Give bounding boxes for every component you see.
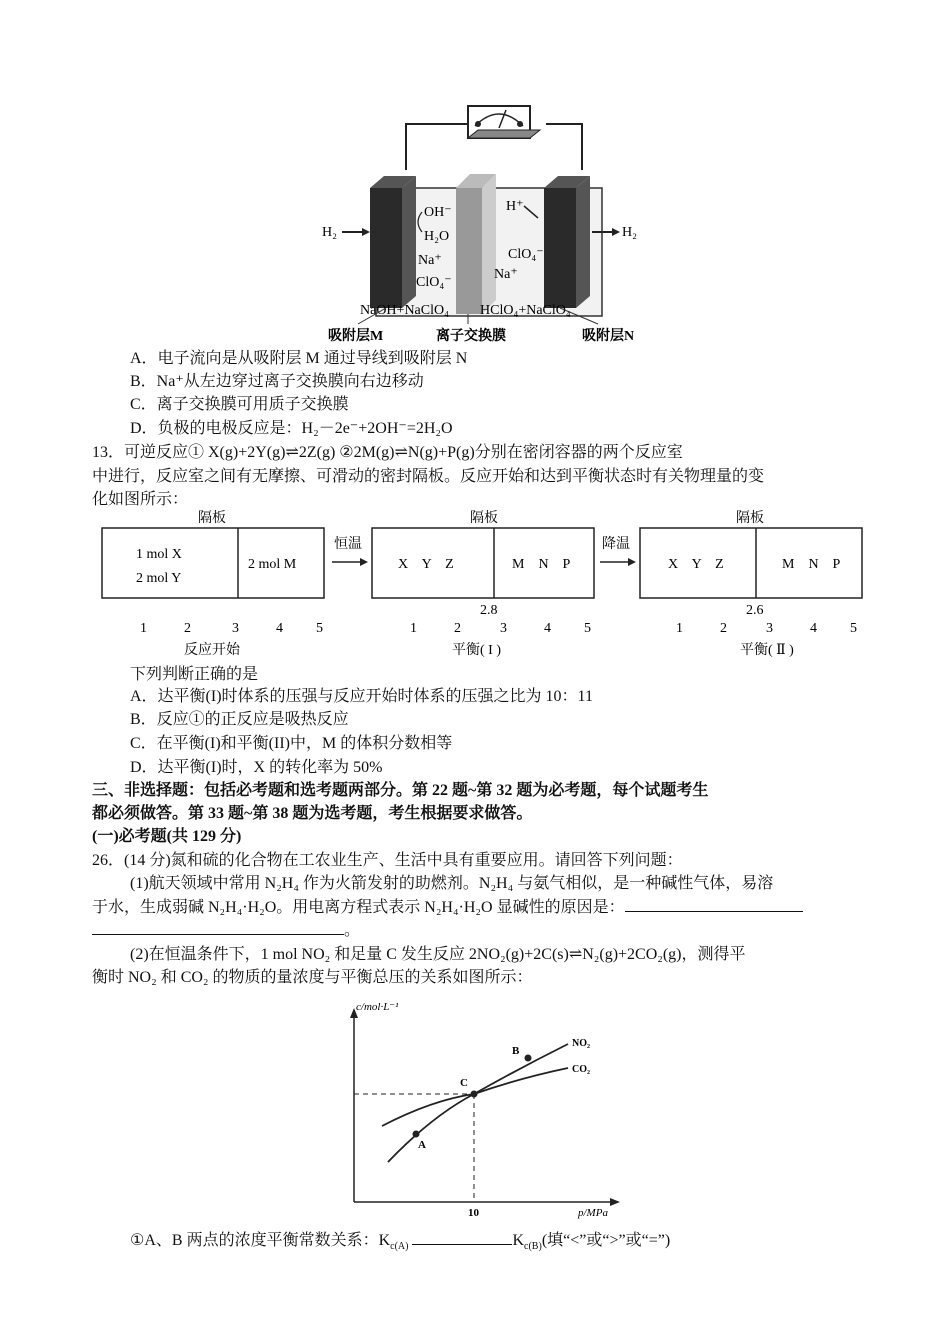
q26-sub1-suffix: (填“<”或“>”或“=”)	[541, 1232, 671, 1249]
q13-option-c: C．在平衡(I)和平衡(II)中，M 的体积分数相等	[130, 735, 453, 752]
section3-heading-line1: 三、非选择题：包括必考题和选考题两部分。第 22 题~第 32 题为必考题，每个试题考生	[92, 782, 709, 799]
q26-p1-line1: (1)航天领域中常用 N₂H₄ 作为火箭发射的助燃剂。N₂H₄ 与氨气相似，是一种碱性气体，易溶	[130, 875, 774, 892]
svg-text:2 mol M: 2 mol M	[248, 557, 297, 572]
q13-option-d: D．达平衡(I)时，X 的转化率为 50%	[130, 759, 383, 776]
svg-text:4: 4	[276, 621, 283, 636]
ion-exchange-membrane	[456, 174, 496, 314]
svg-text:隔板: 隔板	[198, 511, 226, 526]
svg-text:1 mol X: 1 mol X	[136, 547, 182, 562]
svg-text:NaOH+NaClO₄: NaOH+NaClO₄	[360, 303, 449, 318]
svg-text:M N P: M N P	[782, 557, 841, 572]
svg-text:2: 2	[454, 621, 461, 636]
svg-text:2 mol Y: 2 mol Y	[136, 571, 182, 586]
point-c-label: C	[460, 1077, 468, 1089]
q26-sub1	[130, 1230, 670, 1252]
svg-text:X Y Z: X Y Z	[398, 557, 454, 572]
svg-text:H₂O: H₂O	[424, 229, 450, 244]
svg-text:H₂: H₂	[622, 225, 637, 240]
svg-text:ClO₄⁻: ClO₄⁻	[416, 275, 452, 290]
svg-text:反应开始: 反应开始	[184, 643, 240, 658]
point-a-label: A	[418, 1139, 426, 1151]
q12-option-c: C．离子交换膜可用质子交换膜	[130, 396, 349, 413]
q13-stem-line1: 13．可逆反应① X(g)+2Y(g)⇌2Z(g) ②2M(g)⇌N(g)+P(g)分别在密闭容器的两个反应室	[92, 444, 683, 461]
svg-text:恒温: 恒温	[334, 537, 362, 552]
svg-text:3: 3	[232, 621, 239, 636]
svg-text:1: 1	[410, 621, 417, 636]
svg-text:吸附层M: 吸附层M	[328, 329, 384, 344]
svg-text:2: 2	[720, 621, 727, 636]
series-no2-line	[388, 1044, 568, 1162]
q26-p2-line2: 衡时 NO₂ 和 CO₂ 的物质的量浓度与平衡总压的关系如图所示：	[92, 969, 533, 986]
q26-p1-text: 于水，生成弱碱 N₂H₄·H₂O。用电离方程式表示 N₂H₄·H₂O 显碱性的原因是：	[92, 899, 625, 916]
series-no2-label: NO₂	[572, 1038, 590, 1049]
svg-text:H⁺: H⁺	[506, 199, 524, 214]
q13-stem-line2: 中进行，反应室之间有无摩擦、可滑动的密封隔板。反应开始和达到平衡状态时有关物理量的变	[92, 468, 765, 485]
ammeter-icon	[468, 106, 540, 138]
svg-text:3: 3	[500, 621, 507, 636]
kc-b-subscript: c(B)	[524, 1241, 542, 1253]
q26-sub1-prefix: ①A、B 两点的浓度平衡常数关系：K	[130, 1232, 391, 1249]
answer-blank-1[interactable]	[625, 897, 803, 912]
svg-text:Na⁺: Na⁺	[494, 267, 518, 282]
q13-question: 下列判断正确的是	[130, 666, 259, 683]
svg-text:X Y Z: X Y Z	[668, 557, 724, 572]
adsorption-layer-m	[370, 176, 416, 308]
svg-text:5: 5	[850, 621, 857, 636]
svg-text:Na⁺: Na⁺	[418, 253, 442, 268]
answer-blank-1-cont[interactable]	[92, 920, 344, 935]
y-axis-label: c/mol·L⁻¹	[356, 1001, 399, 1013]
svg-text:4: 4	[544, 621, 551, 636]
cell-diagram	[318, 88, 648, 346]
svg-text:平衡( I ): 平衡( I )	[452, 643, 501, 658]
q26-sub1-mid: K	[512, 1232, 525, 1249]
adsorption-layer-n	[544, 176, 590, 308]
svg-text:3: 3	[766, 621, 773, 636]
svg-text:隔板: 隔板	[736, 511, 764, 526]
q26-p1-line2	[92, 897, 803, 919]
svg-text:吸附层N: 吸附层N	[582, 329, 635, 344]
svg-text:2.6: 2.6	[746, 603, 764, 618]
q26-intro: 26．(14 分)氮和硫的化合物在工农业生产、生活中具有重要应用。请回答下列问题：	[92, 852, 683, 869]
chamber-diagram	[96, 506, 876, 662]
section3-heading-line2: 都必须做答。第 33 题~第 38 题为选考题，考生根据要求做答。	[92, 805, 533, 822]
svg-text:2: 2	[184, 621, 191, 636]
concentration-pressure-chart	[340, 996, 630, 1222]
svg-text:H₂: H₂	[322, 225, 337, 240]
q26-p2-line1: (2)在恒温条件下，1 mol NO₂ 和足量 C 发生反应 2NO₂(g)+2C(s)⇌N₂(g)+2CO₂(g)，测得平	[130, 946, 746, 963]
q12-option-a: A．电子流向是从吸附层 M 通过导线到吸附层 N	[130, 350, 468, 367]
q12-option-b: B．Na⁺从左边穿过离子交换膜向右边移动	[130, 373, 424, 390]
svg-text:隔板: 隔板	[470, 511, 498, 526]
q26-p1-line3	[92, 920, 360, 942]
x-axis-label: p/MPa	[578, 1207, 608, 1219]
q13-option-a: A．达平衡(I)时体系的压强与反应开始时体系的压强之比为 10：11	[130, 688, 593, 705]
svg-text:5: 5	[584, 621, 591, 636]
svg-text:5: 5	[316, 621, 323, 636]
point-b-label: B	[512, 1045, 520, 1057]
svg-text:1: 1	[676, 621, 683, 636]
svg-text:4: 4	[810, 621, 817, 636]
point-a	[413, 1131, 420, 1138]
svg-text:2.8: 2.8	[480, 603, 498, 618]
answer-blank-2[interactable]	[412, 1230, 512, 1245]
series-co2-label: CO₂	[572, 1064, 590, 1075]
svg-text:平衡( Ⅱ ): 平衡( Ⅱ )	[740, 643, 794, 658]
svg-text:1: 1	[140, 621, 147, 636]
svg-text:OH⁻: OH⁻	[424, 205, 452, 220]
svg-text:ClO₄⁻: ClO₄⁻	[508, 247, 544, 262]
q13-option-b: B．反应①的正反应是吸热反应	[130, 711, 349, 728]
x-tick-10: 10	[468, 1207, 479, 1219]
section3-subheading: (一)必考题(共 129 分)	[92, 828, 242, 845]
q12-option-d: D．负极的电极反应是：H₂－2e⁻+2OH⁻=2H₂O	[130, 420, 453, 437]
svg-text:降温: 降温	[602, 537, 630, 552]
kc-a-subscript: c(A)	[390, 1241, 409, 1253]
point-b	[525, 1055, 532, 1062]
q13-stem-line3: 化如图所示：	[92, 491, 189, 508]
svg-text:离子交换膜: 离子交换膜	[436, 329, 506, 344]
q26-p1-end: 。	[344, 922, 361, 939]
svg-text:HClO₄+NaClO₄: HClO₄+NaClO₄	[480, 303, 571, 318]
point-c	[471, 1091, 478, 1098]
svg-text:M N P: M N P	[512, 557, 571, 572]
